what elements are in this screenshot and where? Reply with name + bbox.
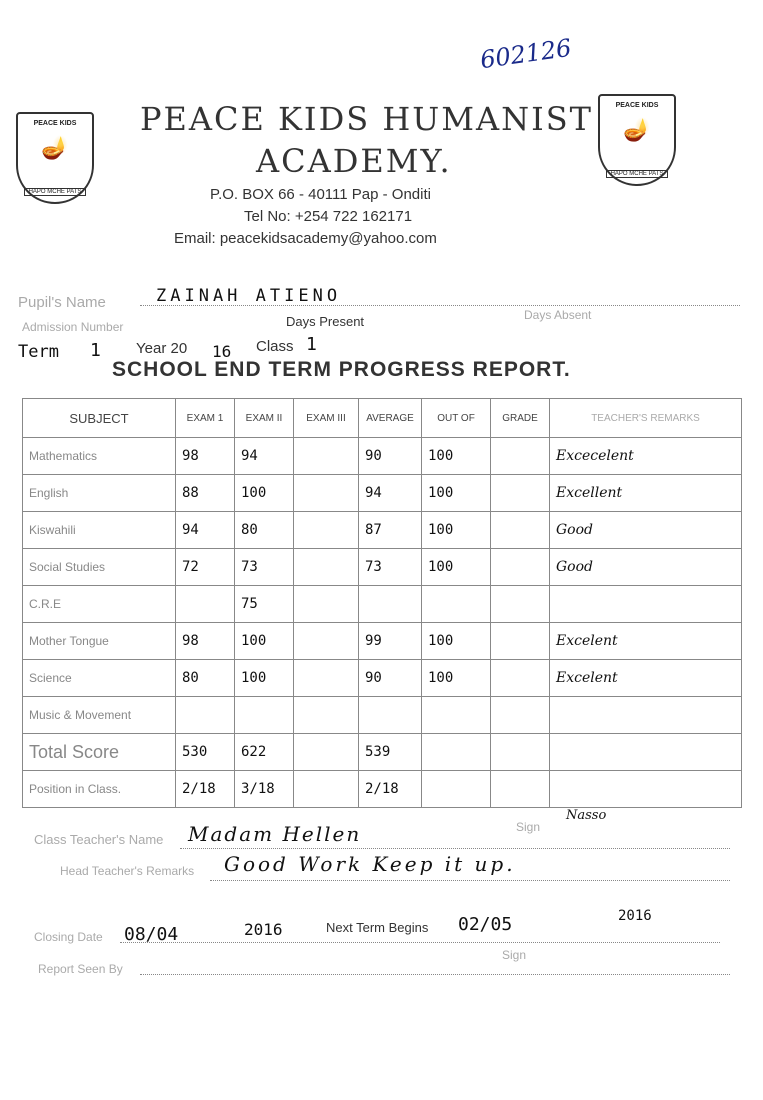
exam2-cell: 100 [235, 660, 294, 697]
exam3-cell [294, 549, 359, 586]
header-exam3: EXAM III [294, 399, 359, 438]
grade-cell [491, 438, 550, 475]
out-of-cell: 100 [422, 438, 491, 475]
average-cell: 73 [359, 549, 422, 586]
days-absent-label: Days Absent [524, 308, 592, 322]
table-row [23, 697, 742, 734]
remark-cell [550, 771, 742, 808]
out-of-cell [422, 697, 491, 734]
days-present-label: Days Present [286, 314, 365, 329]
logo-motto-right: HAPO MCHE PATS [606, 170, 668, 178]
exam1-cell: 530 [176, 734, 235, 771]
remark-cell: Good [550, 512, 742, 549]
next-term-year: 2016 [618, 908, 652, 924]
remark-cell: Excelent [550, 623, 742, 660]
subject-cell: Position in Class. [23, 771, 176, 808]
exam2-cell: 80 [235, 512, 294, 549]
out-of-cell: 100 [422, 549, 491, 586]
school-logo-right [598, 94, 676, 186]
remark-cell: Excelent [550, 660, 742, 697]
school-address: P.O. BOX 66 - 40111 Pap - Onditi [210, 186, 431, 203]
next-term-label: Next Term Begins [326, 920, 429, 935]
closing-date-label: Closing Date [34, 930, 103, 944]
head-remarks-line [210, 880, 730, 881]
grade-cell [491, 549, 550, 586]
out-of-cell: 100 [422, 512, 491, 549]
average-cell [359, 586, 422, 623]
table-row [23, 512, 742, 549]
class-value: 1 [306, 334, 317, 355]
exam3-cell [294, 512, 359, 549]
results-table [22, 398, 742, 808]
exam1-cell [176, 586, 235, 623]
class-teacher-label: Class Teacher's Name [34, 832, 164, 847]
remark-cell [550, 586, 742, 623]
closing-year: 2016 [244, 920, 283, 939]
exam2-cell: 94 [235, 438, 294, 475]
exam3-cell [294, 734, 359, 771]
lamp-icon-right: 🪔 [623, 117, 651, 142]
pupil-name-line [140, 305, 740, 306]
class-teacher-line [180, 848, 730, 849]
exam3-cell [294, 697, 359, 734]
exam1-cell: 2/18 [176, 771, 235, 808]
closing-line [120, 942, 720, 943]
out-of-cell: 100 [422, 660, 491, 697]
table-row [23, 586, 742, 623]
subject-cell: Social Studies [23, 549, 176, 586]
header-subject: SUBJECT [23, 399, 176, 438]
head-remarks-value: Good Work Keep it up. [224, 852, 516, 876]
grade-cell [491, 512, 550, 549]
exam2-cell: 622 [235, 734, 294, 771]
exam3-cell [294, 438, 359, 475]
logo-text-right: PEACE KIDS [615, 102, 659, 109]
exam3-cell [294, 623, 359, 660]
exam1-cell: 98 [176, 438, 235, 475]
subject-cell: Total Score [23, 734, 176, 771]
grade-cell [491, 475, 550, 512]
subject-cell: Mother Tongue [23, 623, 176, 660]
logo-text: PEACE KIDS [33, 120, 77, 127]
header-average: AVERAGE [359, 399, 422, 438]
grade-cell [491, 623, 550, 660]
header-exam2: EXAM II [235, 399, 294, 438]
subject-cell: C.R.E [23, 586, 176, 623]
grade-cell [491, 771, 550, 808]
average-cell: 94 [359, 475, 422, 512]
remark-cell [550, 697, 742, 734]
header-exam1: EXAM 1 [176, 399, 235, 438]
head-remarks-label: Head Teacher's Remarks [60, 864, 195, 878]
teacher-signature: Nasso [566, 808, 607, 823]
school-tel: Tel No: +254 722 162171 [244, 208, 413, 225]
out-of-cell [422, 734, 491, 771]
exam1-cell: 98 [176, 623, 235, 660]
header-remarks: TEACHER'S REMARKS [550, 399, 742, 438]
table-row [23, 438, 742, 475]
year-label: Year 20 [136, 340, 188, 357]
logo-motto: HAPO MCHE PATS [24, 188, 86, 196]
header-grade: GRADE [491, 399, 550, 438]
sign2-label: Sign [502, 948, 527, 962]
header-out-of: OUT OF [422, 399, 491, 438]
out-of-cell [422, 586, 491, 623]
subject-cell: Mathematics [23, 438, 176, 475]
school-name-line1: PEACE KIDS HUMANIST [140, 100, 593, 138]
report-seen-label: Report Seen By [38, 962, 123, 976]
subject-cell: Science [23, 660, 176, 697]
grade-cell [491, 586, 550, 623]
table-row [23, 549, 742, 586]
report-title: SCHOOL END TERM PROGRESS REPORT. [112, 358, 571, 381]
average-cell: 90 [359, 660, 422, 697]
lamp-icon: 🪔 [41, 135, 69, 160]
exam1-cell: 80 [176, 660, 235, 697]
term-value: 1 [90, 340, 101, 361]
subject-cell: Music & Movement [23, 697, 176, 734]
average-cell: 90 [359, 438, 422, 475]
grade-cell [491, 734, 550, 771]
table-row [23, 660, 742, 697]
exam2-cell: 3/18 [235, 771, 294, 808]
exam1-cell [176, 697, 235, 734]
out-of-cell: 100 [422, 475, 491, 512]
pupil-name-label: Pupil's Name [18, 294, 106, 311]
remark-cell [550, 734, 742, 771]
average-cell: 87 [359, 512, 422, 549]
grade-cell [491, 697, 550, 734]
table-row [23, 475, 742, 512]
class-teacher-value: Madam Hellen [188, 822, 362, 846]
pupil-name-value: ZAINAH ATIENO [156, 286, 342, 306]
exam2-cell [235, 697, 294, 734]
remark-cell: Excellent [550, 475, 742, 512]
sign-label: Sign [516, 820, 541, 834]
exam1-cell: 94 [176, 512, 235, 549]
average-cell [359, 697, 422, 734]
subject-cell: Kiswahili [23, 512, 176, 549]
school-logo-left [16, 112, 94, 204]
class-label: Class [256, 338, 294, 355]
exam1-cell: 88 [176, 475, 235, 512]
closing-date-value: 08/04 [124, 924, 179, 945]
table-row [23, 623, 742, 660]
grade-cell [491, 660, 550, 697]
exam3-cell [294, 475, 359, 512]
out-of-cell [422, 771, 491, 808]
exam3-cell [294, 660, 359, 697]
remark-cell: Excecelent [550, 438, 742, 475]
exam2-cell: 100 [235, 623, 294, 660]
report-seen-line [140, 974, 730, 975]
exam2-cell: 100 [235, 475, 294, 512]
average-cell: 2/18 [359, 771, 422, 808]
table-header-row [23, 399, 742, 438]
exam3-cell [294, 771, 359, 808]
exam3-cell [294, 586, 359, 623]
out-of-cell: 100 [422, 623, 491, 660]
exam2-cell: 73 [235, 549, 294, 586]
exam2-cell: 75 [235, 586, 294, 623]
school-email: Email: peacekidsacademy@yahoo.com [174, 230, 437, 247]
year-value: 16 [212, 342, 232, 361]
table-row [23, 734, 742, 771]
admission-label: Admission Number [22, 320, 124, 334]
average-cell: 539 [359, 734, 422, 771]
reference-number: 602126 [478, 33, 574, 75]
remark-cell: Good [550, 549, 742, 586]
exam1-cell: 72 [176, 549, 235, 586]
term-label: Term [18, 342, 59, 362]
average-cell: 99 [359, 623, 422, 660]
subject-cell: English [23, 475, 176, 512]
table-row [23, 771, 742, 808]
school-name-line2: ACADEMY. [256, 142, 452, 180]
next-term-value: 02/05 [458, 914, 513, 935]
